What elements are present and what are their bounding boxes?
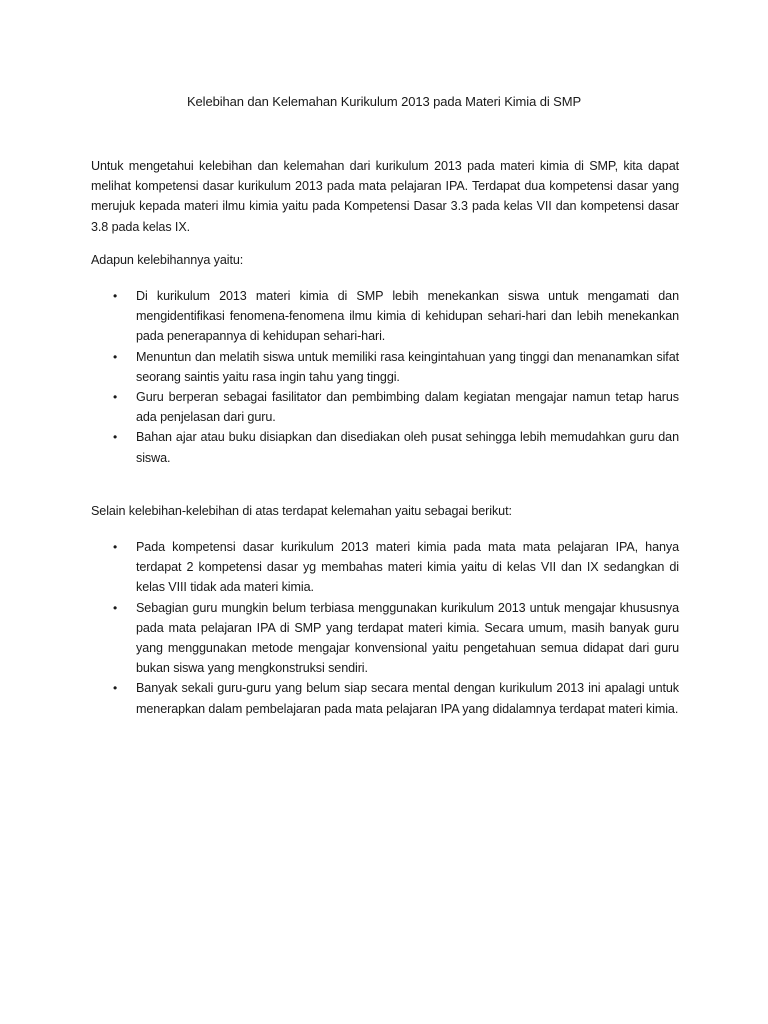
strength-text: Di kurikulum 2013 materi kimia di SMP lebih menekankan siswa untuk mengamati dan mengidentifikasi fenomena-fenomena ilmu kimia di kehidupan sehari-hari dan lebih menekankan pada penerapannya di kehidupan sehari-hari. [136,289,679,344]
weakness-text: Banyak sekali guru-guru yang belum siap secara mental dengan kurikulum 2013 ini apalagi untuk menerapkan dalam pembelajaran pada mata pelajaran IPA yang didalamnya terdapat materi kimia. [136,681,679,716]
strength-text: Guru berperan sebagai fasilitator dan pembimbing dalam kegiatan mengajar namun tetap harus ada penjelasan dari guru. [136,390,679,425]
strength-item-2 [91,347,679,387]
bullet-icon: • [113,349,118,364]
bullet-icon: • [113,430,118,445]
bullet-icon: • [113,390,118,405]
weakness-text: Sebagian guru mungkin belum terbiasa menggunakan kurikulum 2013 untuk mengajar khususnya pada mata pelajaran IPA di SMP yang terdapat materi kimia. Secara umum, masih banyak guru yang menggunakan metode mengajar konvensional yaitu pengetahuan semua didapat dari guru bukan siswa yang mengkonstruksi sendiri. [136,600,679,676]
bullet-icon: • [113,540,118,555]
document-title: Kelebihan dan Kelemahan Kurikulum 2013 pada Materi Kimia di SMP [186,94,582,109]
weaknesses-list [91,537,679,719]
strengths-list [91,286,679,468]
weakness-item-1 [91,537,679,598]
weaknesses-heading: Selain kelebihan-kelebihan di atas terdapat kelemahan yaitu sebagai berikut: [91,503,512,518]
strength-item-4 [91,427,679,467]
weakness-text: Pada kompetensi dasar kurikulum 2013 materi kimia pada mata mata pelajaran IPA, hanya terdapat 2 kompetensi dasar yg membahas materi kimia yaitu di kelas VII dan IX sedangkan di kelas VIII tidak ada materi kimia. [136,540,679,595]
strength-text: Bahan ajar atau buku disiapkan dan disediakan oleh pusat sehingga lebih memudahkan guru dan siswa. [136,430,679,465]
bullet-icon: • [113,600,118,615]
bullet-icon: • [113,681,118,696]
strength-text: Menuntun dan melatih siswa untuk memiliki rasa keingintahuan yang tinggi dan menanamkan sifat seorang saintis yaitu rasa ingin tahu yang tinggi. [136,349,679,384]
intro-paragraph: Untuk mengetahui kelebihan dan kelemahan dari kurikulum 2013 pada materi kimia di SMP, kita dapat melihat kompetensi dasar kurikulum 2013 pada mata pelajaran IPA. Terdapat dua kompetensi dasar yang merujuk kepada materi ilmu kimia yaitu pada Kompetensi Dasar 3.3 pada kelas VII dan kompetensi dasar 3.8 pada kelas IX. [91,159,679,234]
strength-item-1 [91,286,679,347]
document-body [91,156,679,719]
bullet-icon: • [113,289,118,304]
weakness-item-2 [91,598,679,679]
strengths-heading: Adapun kelebihannya yaitu: [91,252,244,267]
weakness-item-3 [91,678,679,718]
strength-item-3 [91,387,679,427]
